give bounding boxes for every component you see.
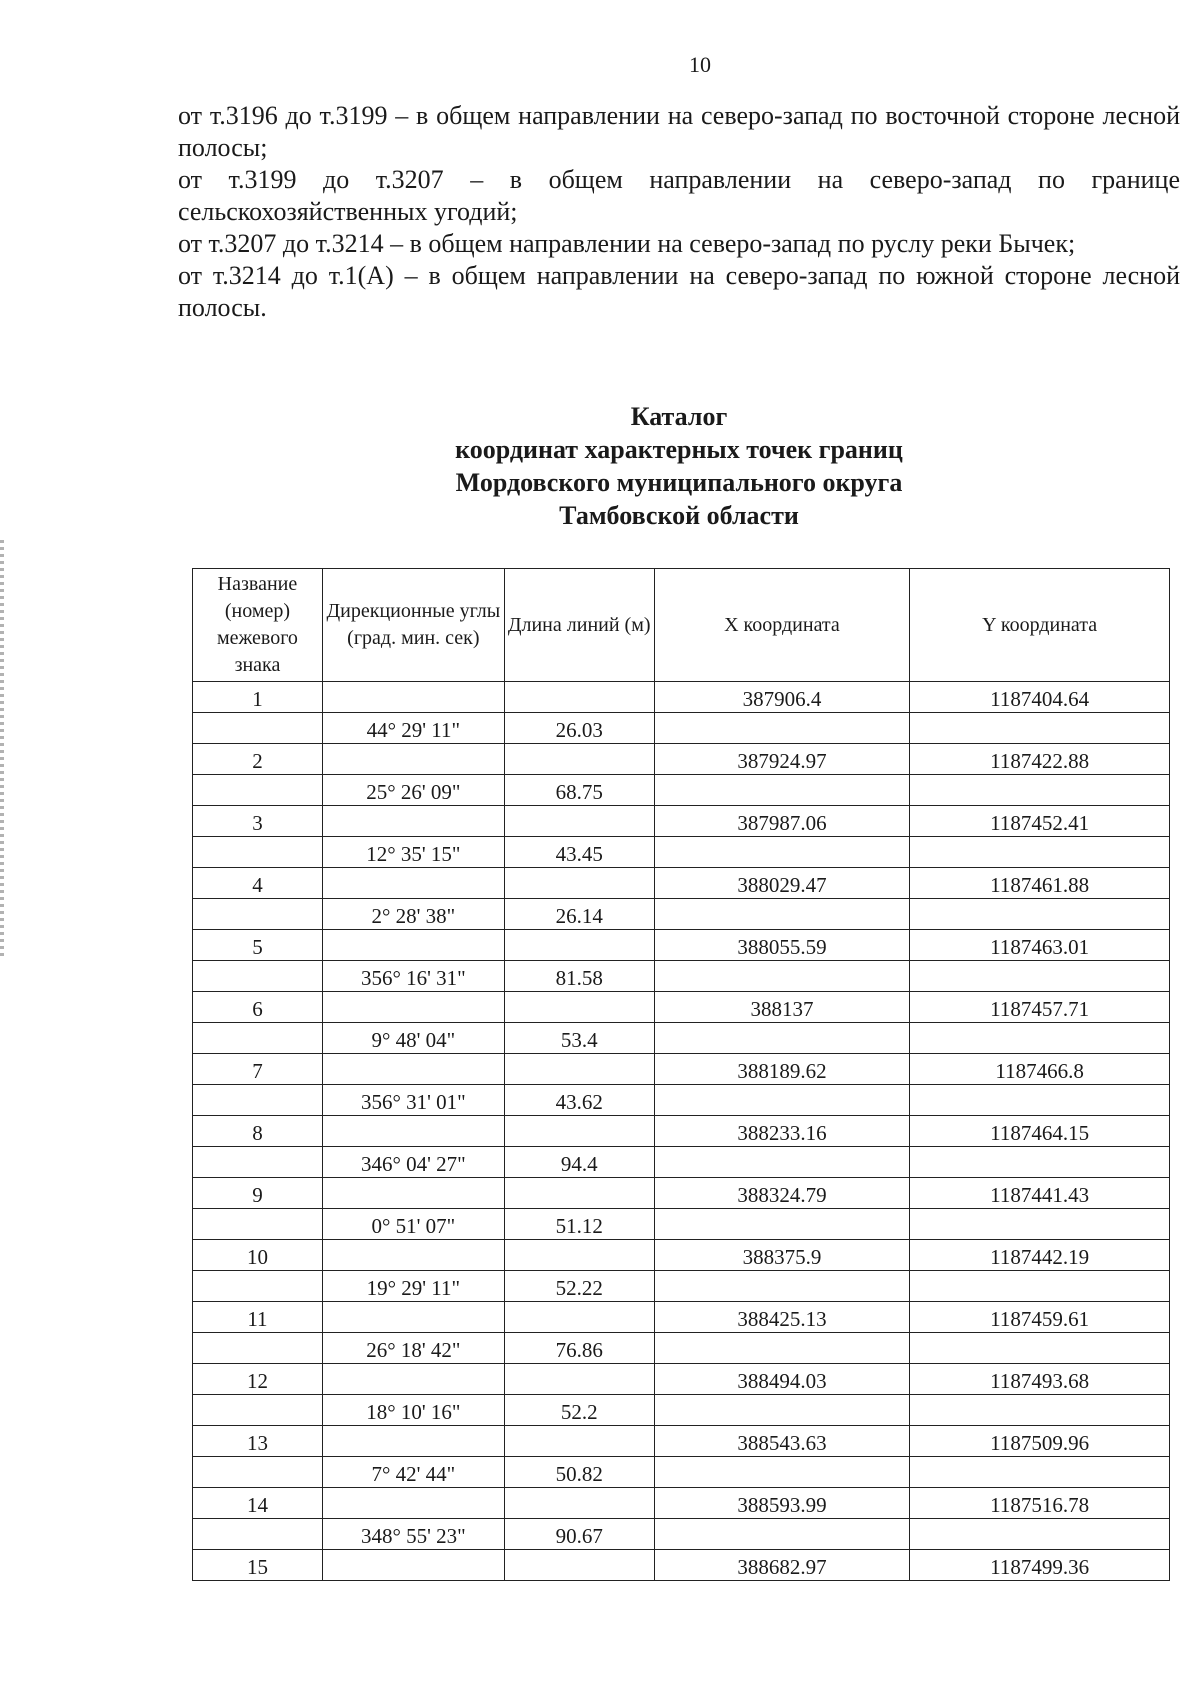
- empty-cell: [654, 1271, 910, 1302]
- y-coordinate: 1187464.15: [910, 1116, 1170, 1147]
- empty-cell: [193, 1457, 323, 1488]
- x-coordinate: 388682.97: [654, 1550, 910, 1581]
- table-row: [193, 713, 1170, 744]
- title-line: Мордовского муниципального округа: [455, 468, 903, 497]
- point-name: 7: [193, 1054, 323, 1085]
- table-row: [193, 1209, 1170, 1240]
- empty-cell: [504, 1426, 654, 1457]
- direction-angle: 346° 04' 27": [322, 1147, 504, 1178]
- empty-cell: [654, 1333, 910, 1364]
- empty-cell: [322, 1240, 504, 1271]
- table-row: [193, 1054, 1170, 1085]
- point-name: 2: [193, 744, 323, 775]
- line-length: 26.03: [504, 713, 654, 744]
- table-row: [193, 775, 1170, 806]
- table-row: [193, 1085, 1170, 1116]
- x-coordinate: 388543.63: [654, 1426, 910, 1457]
- empty-cell: [322, 868, 504, 899]
- y-coordinate: 1187442.19: [910, 1240, 1170, 1271]
- point-name: 8: [193, 1116, 323, 1147]
- header-direction-angle: Дирекционные углы (град. мин. сек): [322, 569, 504, 682]
- empty-cell: [910, 1333, 1170, 1364]
- direction-angle: 0° 51' 07": [322, 1209, 504, 1240]
- y-coordinate: 1187461.88: [910, 868, 1170, 899]
- empty-cell: [193, 1209, 323, 1240]
- empty-cell: [654, 775, 910, 806]
- title-line: Каталог: [630, 402, 728, 431]
- x-coordinate: 388233.16: [654, 1116, 910, 1147]
- empty-cell: [910, 1395, 1170, 1426]
- header-line-length: Длина линий (м): [504, 569, 654, 682]
- empty-cell: [654, 1023, 910, 1054]
- empty-cell: [322, 1550, 504, 1581]
- table-row: [193, 744, 1170, 775]
- empty-cell: [322, 1054, 504, 1085]
- direction-angle: 12° 35' 15": [322, 837, 504, 868]
- y-coordinate: 1187466.8: [910, 1054, 1170, 1085]
- empty-cell: [504, 1178, 654, 1209]
- x-coordinate: 387987.06: [654, 806, 910, 837]
- empty-cell: [910, 899, 1170, 930]
- point-name: 5: [193, 930, 323, 961]
- point-name: 6: [193, 992, 323, 1023]
- x-coordinate: 388029.47: [654, 868, 910, 899]
- table-row: [193, 837, 1170, 868]
- empty-cell: [193, 1395, 323, 1426]
- line-length: 43.45: [504, 837, 654, 868]
- table-row: [193, 961, 1170, 992]
- line-length: 90.67: [504, 1519, 654, 1550]
- empty-cell: [910, 961, 1170, 992]
- table-row: [193, 1457, 1170, 1488]
- table-row: [193, 1395, 1170, 1426]
- empty-cell: [910, 837, 1170, 868]
- x-coordinate: 388137: [654, 992, 910, 1023]
- point-name: 3: [193, 806, 323, 837]
- empty-cell: [193, 1023, 323, 1054]
- direction-angle: 26° 18' 42": [322, 1333, 504, 1364]
- point-name: 14: [193, 1488, 323, 1519]
- y-coordinate: 1187459.61: [910, 1302, 1170, 1333]
- empty-cell: [654, 1147, 910, 1178]
- direction-angle: 356° 16' 31": [322, 961, 504, 992]
- empty-cell: [504, 1116, 654, 1147]
- empty-cell: [322, 744, 504, 775]
- empty-cell: [910, 1209, 1170, 1240]
- table-body: [193, 682, 1170, 1581]
- x-coordinate: 388494.03: [654, 1364, 910, 1395]
- scan-margin-artifact: [0, 540, 4, 960]
- point-name: 4: [193, 868, 323, 899]
- table-row: [193, 1271, 1170, 1302]
- empty-cell: [193, 1085, 323, 1116]
- empty-cell: [654, 1085, 910, 1116]
- line-length: 68.75: [504, 775, 654, 806]
- empty-cell: [322, 930, 504, 961]
- empty-cell: [504, 682, 654, 713]
- title-line: Тамбовской области: [559, 501, 799, 530]
- empty-cell: [654, 899, 910, 930]
- paragraph: от т.3196 до т.3199 – в общем направлении на северо-запад по восточной стороне лесной полосы;: [178, 101, 1180, 162]
- direction-angle: 19° 29' 11": [322, 1271, 504, 1302]
- empty-cell: [504, 744, 654, 775]
- empty-cell: [504, 930, 654, 961]
- empty-cell: [193, 1333, 323, 1364]
- catalog-title: [178, 400, 1180, 532]
- empty-cell: [322, 806, 504, 837]
- point-name: 1: [193, 682, 323, 713]
- table-row: [193, 1178, 1170, 1209]
- empty-cell: [322, 1178, 504, 1209]
- table-row: [193, 992, 1170, 1023]
- direction-angle: 44° 29' 11": [322, 713, 504, 744]
- empty-cell: [322, 1116, 504, 1147]
- line-length: 52.22: [504, 1271, 654, 1302]
- point-name: 13: [193, 1426, 323, 1457]
- table-row: [193, 1023, 1170, 1054]
- table-row: [193, 1519, 1170, 1550]
- line-length: 94.4: [504, 1147, 654, 1178]
- empty-cell: [193, 1147, 323, 1178]
- direction-angle: 7° 42' 44": [322, 1457, 504, 1488]
- y-coordinate: 1187457.71: [910, 992, 1170, 1023]
- empty-cell: [910, 713, 1170, 744]
- line-length: 51.12: [504, 1209, 654, 1240]
- x-coordinate: 388425.13: [654, 1302, 910, 1333]
- table-row: [193, 868, 1170, 899]
- empty-cell: [193, 1519, 323, 1550]
- empty-cell: [504, 1240, 654, 1271]
- empty-cell: [910, 1271, 1170, 1302]
- direction-angle: 348° 55' 23": [322, 1519, 504, 1550]
- table-row: [193, 682, 1170, 713]
- page-number: 10: [689, 52, 711, 77]
- line-length: 52.2: [504, 1395, 654, 1426]
- table-row: [193, 1488, 1170, 1519]
- table-row: [193, 1240, 1170, 1271]
- paragraph: от т.3214 до т.1(А) – в общем направлении на северо-запад по южной стороне лесной полосы.: [178, 261, 1180, 322]
- direction-angle: 356° 31' 01": [322, 1085, 504, 1116]
- empty-cell: [322, 1364, 504, 1395]
- point-name: 11: [193, 1302, 323, 1333]
- table-row: [193, 1426, 1170, 1457]
- empty-cell: [654, 961, 910, 992]
- empty-cell: [193, 775, 323, 806]
- line-length: 81.58: [504, 961, 654, 992]
- empty-cell: [504, 992, 654, 1023]
- empty-cell: [504, 806, 654, 837]
- empty-cell: [654, 1395, 910, 1426]
- empty-cell: [322, 992, 504, 1023]
- line-length: 26.14: [504, 899, 654, 930]
- line-length: 43.62: [504, 1085, 654, 1116]
- title-line: координат характерных точек границ: [455, 435, 903, 464]
- header-y-coordinate: Y координата: [910, 569, 1170, 682]
- boundary-description: [178, 100, 1180, 324]
- line-length: 76.86: [504, 1333, 654, 1364]
- empty-cell: [193, 899, 323, 930]
- table-row: [193, 1116, 1170, 1147]
- empty-cell: [654, 1519, 910, 1550]
- y-coordinate: 1187452.41: [910, 806, 1170, 837]
- point-name: 9: [193, 1178, 323, 1209]
- empty-cell: [504, 1302, 654, 1333]
- empty-cell: [910, 775, 1170, 806]
- coordinates-table: [192, 568, 1170, 1581]
- y-coordinate: 1187493.68: [910, 1364, 1170, 1395]
- paragraph: от т.3207 до т.3214 – в общем направлении на северо-запад по руслу реки Бычек;: [178, 229, 1076, 258]
- empty-cell: [504, 1364, 654, 1395]
- line-length: 50.82: [504, 1457, 654, 1488]
- empty-cell: [654, 1457, 910, 1488]
- empty-cell: [504, 1488, 654, 1519]
- y-coordinate: 1187422.88: [910, 744, 1170, 775]
- table-row: [193, 930, 1170, 961]
- empty-cell: [504, 1550, 654, 1581]
- empty-cell: [504, 868, 654, 899]
- empty-cell: [322, 1426, 504, 1457]
- direction-angle: 9° 48' 04": [322, 1023, 504, 1054]
- header-x-coordinate: X координата: [654, 569, 910, 682]
- x-coordinate: 387906.4: [654, 682, 910, 713]
- table-row: [193, 899, 1170, 930]
- line-length: 53.4: [504, 1023, 654, 1054]
- x-coordinate: 388593.99: [654, 1488, 910, 1519]
- table-header-row: [193, 569, 1170, 682]
- direction-angle: 25° 26' 09": [322, 775, 504, 806]
- x-coordinate: 387924.97: [654, 744, 910, 775]
- empty-cell: [910, 1519, 1170, 1550]
- empty-cell: [504, 1054, 654, 1085]
- empty-cell: [193, 1271, 323, 1302]
- empty-cell: [654, 1209, 910, 1240]
- x-coordinate: 388055.59: [654, 930, 910, 961]
- point-name: 12: [193, 1364, 323, 1395]
- point-name: 10: [193, 1240, 323, 1271]
- empty-cell: [193, 837, 323, 868]
- y-coordinate: 1187441.43: [910, 1178, 1170, 1209]
- empty-cell: [910, 1147, 1170, 1178]
- y-coordinate: 1187463.01: [910, 930, 1170, 961]
- table-row: [193, 1550, 1170, 1581]
- table-row: [193, 1333, 1170, 1364]
- x-coordinate: 388324.79: [654, 1178, 910, 1209]
- y-coordinate: 1187404.64: [910, 682, 1170, 713]
- table-row: [193, 1302, 1170, 1333]
- x-coordinate: 388189.62: [654, 1054, 910, 1085]
- empty-cell: [910, 1023, 1170, 1054]
- direction-angle: 2° 28' 38": [322, 899, 504, 930]
- empty-cell: [193, 713, 323, 744]
- direction-angle: 18° 10' 16": [322, 1395, 504, 1426]
- paragraph: от т.3199 до т.3207 – в общем направлении на северо-запад по границе сельскохозяйственных угодий;: [178, 165, 1180, 226]
- x-coordinate: 388375.9: [654, 1240, 910, 1271]
- y-coordinate: 1187509.96: [910, 1426, 1170, 1457]
- empty-cell: [322, 1488, 504, 1519]
- y-coordinate: 1187499.36: [910, 1550, 1170, 1581]
- table-row: [193, 1147, 1170, 1178]
- empty-cell: [910, 1457, 1170, 1488]
- empty-cell: [654, 837, 910, 868]
- point-name: 15: [193, 1550, 323, 1581]
- header-mark-name: Название (номер) межевого знака: [193, 569, 323, 682]
- table-row: [193, 1364, 1170, 1395]
- empty-cell: [654, 713, 910, 744]
- empty-cell: [193, 961, 323, 992]
- y-coordinate: 1187516.78: [910, 1488, 1170, 1519]
- empty-cell: [322, 682, 504, 713]
- empty-cell: [322, 1302, 504, 1333]
- empty-cell: [910, 1085, 1170, 1116]
- table-row: [193, 806, 1170, 837]
